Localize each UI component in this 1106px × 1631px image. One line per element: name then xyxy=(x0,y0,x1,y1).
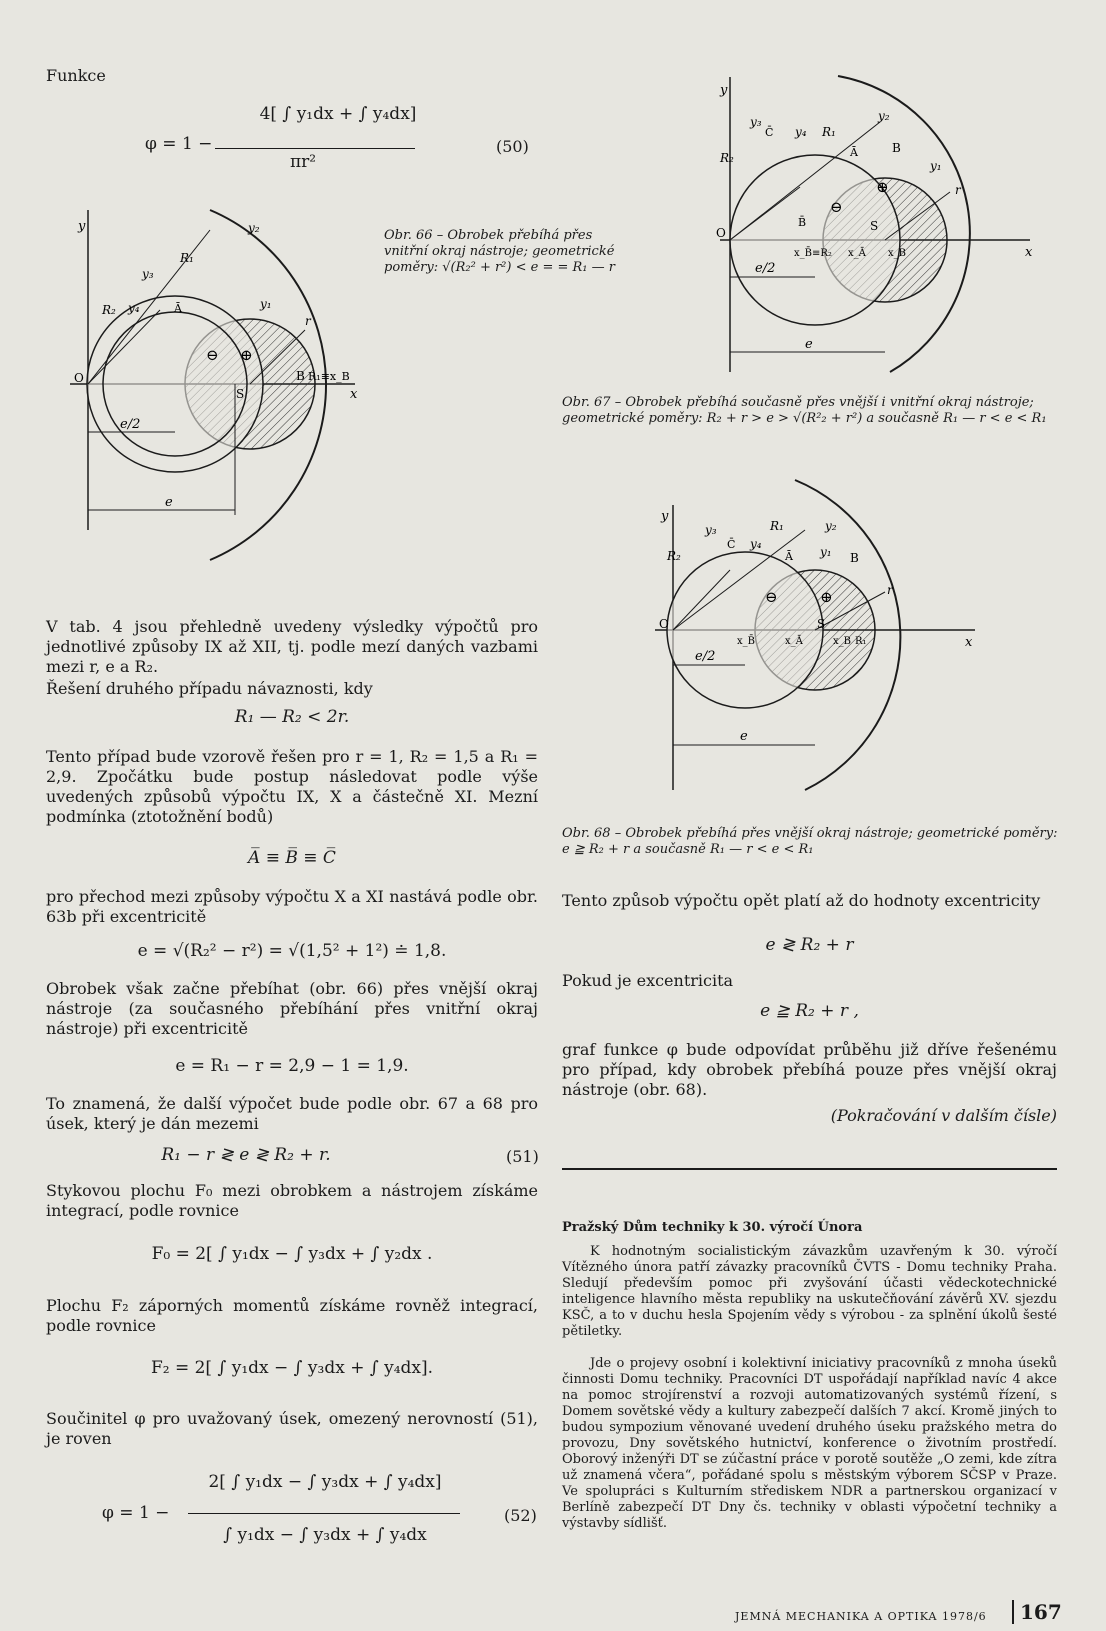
svg-text:R₂: R₂ xyxy=(720,151,734,165)
svg-text:e: e xyxy=(740,729,748,744)
svg-text:y₂: y₂ xyxy=(825,519,837,533)
svg-text:Ā: Ā xyxy=(785,550,793,563)
eq51-number: (51) xyxy=(506,1147,539,1166)
svg-text:e/2: e/2 xyxy=(120,417,141,432)
svg-text:y: y xyxy=(720,83,728,98)
svg-text:x_B: x_B xyxy=(833,636,851,647)
svg-text:x_B: x_B xyxy=(888,248,906,259)
eq-right1: e ≷ R₂ + r xyxy=(765,935,854,955)
svg-text:C̄: C̄ xyxy=(765,126,774,139)
svg-text:x: x xyxy=(350,387,358,402)
svg-text:R₂: R₂ xyxy=(667,549,681,563)
svg-text:y₁: y₁ xyxy=(820,545,832,559)
svg-text:x_Ā: x_Ā xyxy=(785,636,803,647)
eq-Fo: F₀ = 2[ ∫ y₁dx − ∫ y₃dx + ∫ y₂dx . xyxy=(151,1244,433,1264)
continued-note: (Pokračování v dalším čísle) xyxy=(830,1106,1057,1125)
svg-text:x: x xyxy=(1025,245,1033,260)
eq50-denominator: πr² xyxy=(290,152,317,172)
svg-text:C̄: C̄ xyxy=(727,538,736,551)
eq-r1r2: R₁ — R₂ < 2r. xyxy=(234,707,350,727)
svg-text:y₄: y₄ xyxy=(795,125,807,139)
svg-text:r: r xyxy=(887,583,893,597)
svg-text:⊕: ⊕ xyxy=(820,588,833,606)
figure-68 xyxy=(655,500,985,800)
eq52-denominator: ∫ y₁dx − ∫ y₃dx + ∫ y₄dx xyxy=(223,1525,427,1545)
svg-text:⊖: ⊖ xyxy=(206,346,219,364)
eq52-numerator: 2[ ∫ y₁dx − ∫ y₃dx + ∫ y₄dx] xyxy=(208,1472,442,1492)
svg-text:R₁: R₁ xyxy=(770,519,784,533)
eq50-lhs: φ = 1 − xyxy=(145,134,213,154)
svg-text:e/2: e/2 xyxy=(755,261,776,276)
svg-text:R₁: R₁ xyxy=(180,251,194,265)
svg-text:e: e xyxy=(805,337,813,352)
left-p8: Plochu F₂ záporných momentů získáme rovněž integrací, podle rovnice xyxy=(46,1296,538,1335)
svg-text:R₁: R₁ xyxy=(855,636,867,647)
figure-66 xyxy=(50,200,380,580)
svg-text:R₂: R₂ xyxy=(102,303,116,317)
svg-text:r: r xyxy=(305,314,311,328)
left-p2: Řešení druhého případu návaznosti, kdy xyxy=(46,679,373,698)
svg-text:y₃: y₃ xyxy=(750,115,762,129)
svg-text:B: B xyxy=(892,141,901,155)
page-number: 167 xyxy=(1020,1600,1062,1624)
svg-text:y₂: y₂ xyxy=(248,221,260,235)
news-p1: K hodnotným socialistickým závazkům uzavřeným k 30. výročí Vítězného února patří závazky pracovníků ČVTS - Domu techniky Praha. Sledují především pomoc při zvyšování účasti vědeckotechnické inteligence hlavního města republiky na uskutečňování závěrů XV. sjezdu KSČ, a to v duchu hesla Spojením vědy s výrobou - za splnění úkolů šesté pětiletky. xyxy=(562,1244,1057,1339)
svg-text:x_Ā: x_Ā xyxy=(848,248,866,259)
svg-text:O: O xyxy=(74,371,84,385)
right-p1: Tento způsob výpočtu opět platí až do hodnoty excentricity xyxy=(562,891,1041,910)
eq51: R₁ − r ≷ e ≷ R₂ + r. xyxy=(161,1145,331,1165)
svg-text:y₄: y₄ xyxy=(750,537,762,551)
journal-name: JEMNÁ MECHANIKA A OPTIKA 1978/6 xyxy=(735,1610,987,1623)
svg-text:y₃: y₃ xyxy=(705,523,717,537)
svg-text:B: B xyxy=(850,551,859,565)
svg-text:⊖: ⊖ xyxy=(830,198,843,216)
left-p7: Stykovou plochu F₀ mezi obrobkem a nástrojem získáme integrací, podle rovnice xyxy=(46,1181,538,1220)
left-p3: Tento případ bude vzorově řešen pro r = 1, R₂ = 1,5 a R₁ = 2,9. Zpočátku bude postup následovat podle výše uvedených způsobů výpočtu IX, X a částečně XI. Mezní podmínka (ztotožnění bodů) xyxy=(46,747,538,826)
eq50-number: (50) xyxy=(496,137,529,156)
eq-F2: F₂ = 2[ ∫ y₁dx − ∫ y₃dx + ∫ y₄dx]. xyxy=(150,1358,434,1378)
svg-text:y₃: y₃ xyxy=(142,267,154,281)
svg-text:x_B̄≡R₂: x_B̄≡R₂ xyxy=(794,248,832,259)
svg-text:S: S xyxy=(236,387,245,401)
svg-text:⊕: ⊕ xyxy=(240,346,253,364)
svg-text:Ā: Ā xyxy=(174,302,182,315)
eq-ecc2: e = R₁ − r = 2,9 − 1 = 1,9. xyxy=(175,1056,409,1076)
svg-text:S: S xyxy=(870,219,879,233)
svg-text:R₁: R₁ xyxy=(822,125,836,139)
svg-text:y₂: y₂ xyxy=(878,109,890,123)
svg-text:R₁≡x_B: R₁≡x_B xyxy=(308,370,350,383)
svg-text:B: B xyxy=(296,369,305,383)
svg-text:e: e xyxy=(165,495,173,510)
page-title: Funkce xyxy=(46,66,106,85)
eq-ecc1: e = √(R₂² − r²) = √(1,5² + 1²) ≐ 1,8. xyxy=(137,941,447,961)
svg-text:y₄: y₄ xyxy=(128,301,140,315)
caption-obr68: Obr. 68 – Obrobek přebíhá přes vnější okraj nástroje; geometrické poměry: e ≧ R₂ + r a současně R₁ — r < e < R₁ xyxy=(562,826,1058,857)
svg-text:x: x xyxy=(965,635,973,650)
left-p1: V tab. 4 jsou přehledně uvedeny výsledky výpočtů pro jednotlivé způsoby IX až XII, tj. podle mezí daných vazbami mezi r, e a R₂. xyxy=(46,617,538,676)
news-heading: Pražský Dům techniky k 30. výročí Února xyxy=(562,1220,863,1235)
eq50-numerator: 4[ ∫ y₁dx + ∫ y₄dx] xyxy=(259,104,417,124)
svg-text:⊖: ⊖ xyxy=(765,588,778,606)
svg-text:x_B̄: x_B̄ xyxy=(737,636,755,647)
eq-right2: e ≧ R₂ + r , xyxy=(760,1001,859,1021)
svg-text:Ā: Ā xyxy=(850,146,858,159)
caption-obr67: Obr. 67 – Obrobek přebíhá současně přes vnější i vnitřní okraj nástroje; geometrické poměry: R₂ + r > e > √(R²₂ + r²) a současně R₁ — r < e < R₁ xyxy=(562,395,1047,426)
left-p9: Součinitel φ pro uvažovaný úsek, omezený nerovností (51), je roven xyxy=(46,1409,538,1448)
news-p2: Jde o projevy osobní i kolektivní iniciativy pracovníků z mnoha úseků činnosti Domu techniky. Pracovníci DT uspořádají například navíc 4 akce na pomoc strojírenství a rozvoji automatizovaných systémů řízení, s Domem sovětské vědy a kultury zabezpečí dalších 7 akcí. Kromě jiných to budou sympozium věnované uvedení druhého úseku pražského metra do provozu, Dny sovětského hutnictví, konference o životním prostředí. Oborový inženýři DT se zúčastní práce v porotě soutěže „O zemi, kde zítra už znamená včera“, pořádané spolu s městským výborem SČSP v Praze. Ve spolupráci s Kulturním střediskem NDR a partnerskou organizací v Berlíně zabezpečí DT Dny čs. techniky v oblasti výpočetní techniky a výstavby sídlišť. xyxy=(562,1356,1057,1531)
svg-text:S: S xyxy=(817,617,826,631)
eq52-fraction-bar xyxy=(188,1513,460,1514)
right-p3: graf funkce φ bude odpovídat průběhu již dříve řešenému pro případ, kdy obrobek přebíhá pouze přes vnější okraj nástroje (obr. 68). xyxy=(562,1040,1057,1099)
eq50-fraction-bar xyxy=(215,148,415,149)
svg-text:y: y xyxy=(661,509,669,524)
left-p5: Obrobek však začne přebíhat (obr. 66) přes vnější okraj nástroje (za současného přebíhání přes vnitřní okraj nástroje) při excentricitě xyxy=(46,979,538,1038)
section-divider xyxy=(562,1168,1057,1170)
right-p2: Pokud je excentricita xyxy=(562,971,734,990)
svg-text:B̄: B̄ xyxy=(798,216,807,229)
figure-67 xyxy=(710,72,1040,382)
eq52-lhs: φ = 1 − xyxy=(102,1503,170,1523)
left-p6: To znamená, že další výpočet bude podle obr. 67 a 68 pro úsek, který je dán mezemi xyxy=(46,1094,538,1133)
svg-text:e/2: e/2 xyxy=(695,649,716,664)
eq-abc: A̅ ≡ B̅ ≡ C̅ xyxy=(248,848,336,868)
svg-text:O: O xyxy=(716,226,726,240)
svg-text:y₁: y₁ xyxy=(260,297,272,311)
caption-obr66: Obr. 66 – Obrobek přebíhá přes vnitřní okraj nástroje; geometrické poměry: √(R₂² + r²) < e = = R₁ — r xyxy=(384,228,615,275)
svg-text:r: r xyxy=(955,183,961,197)
svg-text:O: O xyxy=(659,617,669,631)
svg-text:y₁: y₁ xyxy=(930,159,942,173)
left-p4: pro přechod mezi způsoby výpočtu X a XI nastává podle obr. 63b při excentricitě xyxy=(46,887,538,926)
svg-text:⊕: ⊕ xyxy=(876,178,889,196)
eq52-number: (52) xyxy=(504,1506,537,1525)
footer-divider xyxy=(1012,1600,1014,1624)
svg-text:y: y xyxy=(78,219,86,234)
